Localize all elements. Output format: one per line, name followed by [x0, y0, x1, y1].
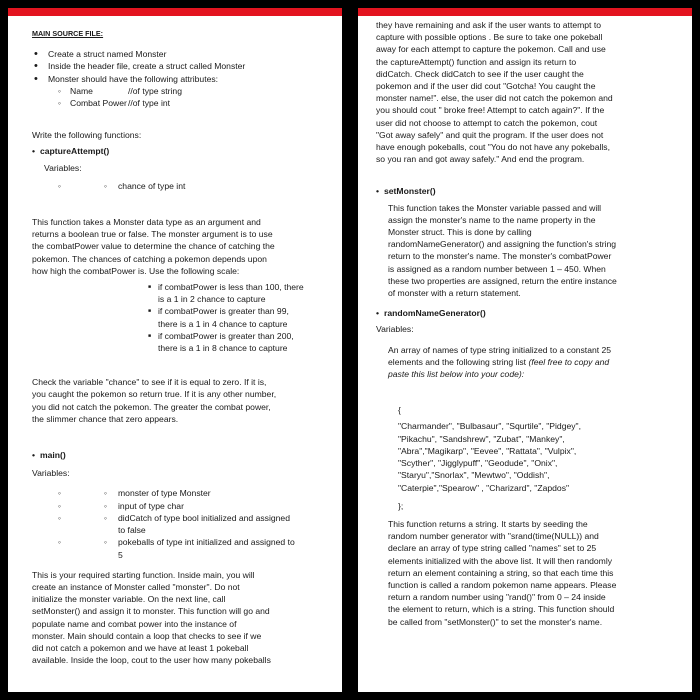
- text-line: pokemon. The chances of catching a pokemon depends upon: [32, 253, 267, 264]
- variable-text: input of type char: [118, 500, 184, 511]
- text-line: populate name and combat power into the instance of: [32, 618, 237, 629]
- text-line: these two properties are assigned, return the entire instance: [388, 275, 617, 286]
- intro-bullet: • Monster should have the following attributes:: [32, 73, 322, 85]
- main-description: [32, 569, 322, 667]
- text-line: assign the monster's name to the name property in the: [388, 214, 596, 225]
- variables-label: Variables:: [376, 324, 414, 335]
- text-line: monster name!". else, the user did not catch the pokemon and: [376, 93, 613, 104]
- text-line: An array of names of type string initialized to a constant 25: [388, 344, 612, 355]
- capture-scale-list: [32, 281, 322, 354]
- variable-text: didCatch of type bool initialized and assigned: [118, 512, 290, 523]
- variables-label: Variables:: [44, 162, 82, 173]
- code-line: "Abra","Magikarp", "Eevee", "Rattata", "Vulpix",: [398, 445, 577, 456]
- text-span: elements and the following string list: [388, 356, 527, 367]
- attribute-name: Name: [70, 85, 93, 96]
- text-line: did not catch a pokemon and we have at least 1 pokeball: [32, 642, 249, 653]
- close-brace: };: [398, 500, 404, 511]
- text-line: the element to return, which is a string. This function should: [388, 604, 615, 615]
- text-line: "Got away safely" and quit the program. If the user does not: [376, 129, 604, 140]
- text-line: so you ran and got away safely." And end the program.: [376, 154, 585, 165]
- set-monster-description: [376, 202, 674, 300]
- main-title: • main(): [32, 449, 322, 461]
- variable-item: ◦ ◦ monster of type Monster: [32, 487, 322, 499]
- main-description-continued: [376, 19, 674, 165]
- variable-item: ◦ ◦ input of type char: [32, 500, 322, 512]
- text-line: Monster struct. This is done by calling: [388, 227, 532, 238]
- text-line: return an element containing a string, so that each time this: [388, 567, 614, 578]
- text-line: the combatPower value to determine the chance of catching the: [32, 241, 275, 252]
- text-line: declare an array of type string called "names" set to 25: [388, 543, 597, 554]
- text-line: available. Inside the loop, cout to the user how many pokeballs: [32, 655, 271, 666]
- text-line: paste this list below into your code):: [388, 369, 525, 380]
- text-line: This function returns a string. It starts by seeding the: [388, 518, 588, 529]
- intro-list: [32, 48, 322, 109]
- text-span: (feel free to copy and: [528, 356, 610, 367]
- main-variables-list: [32, 487, 322, 560]
- text-line: Check the variable "chance" to see if it is equal to zero. If it is,: [32, 377, 267, 388]
- variable-text: pokeballs of type int initialized and assigned to: [118, 537, 295, 548]
- rng-description: [376, 518, 674, 628]
- variable-text: chance of type int: [118, 180, 186, 191]
- code-line: "Pikachu", "Sandshrew", "Zubat", "Mankey",: [398, 433, 565, 444]
- text-line: capture with possible options . Be sure to take one pokeball: [376, 32, 603, 43]
- variable-item: ◦ ◦ chance of type int: [32, 180, 322, 192]
- red-top-bar: [358, 8, 692, 16]
- left-page: [8, 8, 342, 692]
- text-line: return to the monster's name. The monster's combatPower: [388, 251, 612, 262]
- text-line: the captureAttempt() function and assign its return to: [376, 56, 577, 67]
- text-line: create an instance of Monster called "monster". Do not: [32, 581, 240, 592]
- text-line: ■ if combatPower is greater than 99,: [158, 306, 289, 317]
- variable-text: 5: [118, 549, 123, 560]
- text-line: there is a 1 in 4 chance to capture: [158, 318, 288, 329]
- text-line: monster. Main should contain a loop that checks to see if we: [32, 630, 262, 641]
- variable-item: ◦ ◦ pokeballs of type int initialized and assigned to 5: [32, 536, 322, 560]
- text-line: setMonster() and assign it to monster. This function will go and: [32, 606, 270, 617]
- text-line: of monster with a return statement.: [388, 288, 521, 299]
- code-line: "Charmander", "Bulbasaur", "Squrtile", "Pidgey",: [398, 421, 581, 432]
- scale-item: [32, 330, 322, 354]
- variable-text: to false: [118, 525, 146, 536]
- write-functions-label: Write the following functions:: [32, 130, 142, 141]
- scale-item: [32, 305, 322, 329]
- text-line: ■ if combatPower is greater than 200,: [158, 330, 294, 341]
- text-line: randomNameGenerator() and assigning the function's string: [388, 239, 617, 250]
- main-source-header: MAIN SOURCE FILE:: [32, 29, 104, 38]
- text-line: you caught the pokemon so return true. If it is any other number,: [32, 389, 277, 400]
- text-line: returns a boolean true or false. The monster argument is to use: [32, 229, 273, 240]
- capture-attempt-title: • captureAttempt(): [32, 145, 322, 157]
- attribute-type: //of type int: [128, 98, 171, 109]
- scale-item: [32, 281, 322, 305]
- text-line: is assigned as a random number between 1 – 450. When: [388, 263, 606, 274]
- text-line: they have remaining and ask if the user wants to attempt to: [376, 20, 601, 30]
- chance-description: [32, 376, 322, 425]
- open-brace: {: [398, 405, 401, 416]
- text-line: the slimmer chance that zero appears.: [32, 413, 179, 424]
- text-line: have enough pokeballs, cout "You do not have any pokeballs,: [376, 142, 610, 153]
- rng-variable-description: [376, 344, 674, 381]
- set-monster-title: • setMonster(): [376, 185, 674, 197]
- text-line: didCatch. Check didCatch to see if the user caught the: [376, 68, 584, 79]
- attribute-name: Combat Power: [70, 98, 127, 109]
- text-line: elements initialized with the above list. It will then randomly: [388, 555, 613, 566]
- red-top-bar: [8, 8, 342, 16]
- text-line: how high the combatPower is. Use the following scale:: [32, 265, 240, 276]
- attribute-type: //of type string: [128, 85, 182, 96]
- text-line: function is called a random pokemon name appears. Please: [388, 579, 617, 590]
- text-line: This function takes a Monster data type as an argument and: [32, 217, 261, 228]
- text-line: This function takes the Monster variable passed and will: [388, 202, 602, 213]
- text-line: ■ if combatPower is less than 100, there: [158, 282, 304, 293]
- text-line: is a 1 in 2 chance to capture: [158, 294, 266, 305]
- text-line: initialize the monster variable. On the next line, call: [32, 594, 226, 605]
- intro-bullet: • Create a struct named Monster: [32, 48, 322, 60]
- attribute-item: [32, 97, 322, 109]
- text-line: you did not catch the pokemon. The greater the combat power,: [32, 401, 271, 412]
- text-line: you should cout " broke free! Attempt to catch again?". If the: [376, 105, 605, 116]
- variables-label: Variables:: [32, 468, 70, 479]
- text-line: random number generator with "srand(time(NULL)) and: [388, 531, 599, 542]
- variable-text: monster of type Monster: [118, 488, 211, 499]
- text-line: there is a 1 in 8 chance to capture: [158, 343, 288, 354]
- text-line: pokemon and if the user did cout "Gotcha! You caught the: [376, 81, 596, 92]
- code-line: "Scyther", "Jigglypuff", "Geodude", "Onix",: [398, 458, 558, 469]
- right-page: [358, 8, 692, 692]
- text-line: return a random number using "rand()" from 0 – 24 inside: [388, 592, 606, 603]
- random-name-generator-title: • randomNameGenerator(): [376, 307, 674, 319]
- text-line: user did not choose to attempt to catch the pokemon, cout: [376, 117, 598, 128]
- text-line: [388, 356, 674, 368]
- attribute-item: [32, 85, 322, 97]
- variable-item: ◦ ◦ didCatch of type bool initialized and assigned to false: [32, 512, 322, 536]
- capture-description: [32, 216, 322, 277]
- code-line: "Staryu","Snorlax", "Mewtwo", "Oddish",: [398, 470, 550, 481]
- intro-bullet: • Inside the header file, create a struct called Monster: [32, 60, 322, 72]
- code-line: "Caterpie","Spearow" , "Charizard", "Zapdos": [398, 482, 570, 493]
- text-line: be called from "setMonster()" to set the monster's name.: [388, 616, 603, 627]
- text-line: This is your required starting function. Inside main, you will: [32, 569, 255, 580]
- text-line: away for each attempt to capture the pokemon. Call and use: [376, 44, 606, 55]
- names-array-code: [376, 404, 674, 512]
